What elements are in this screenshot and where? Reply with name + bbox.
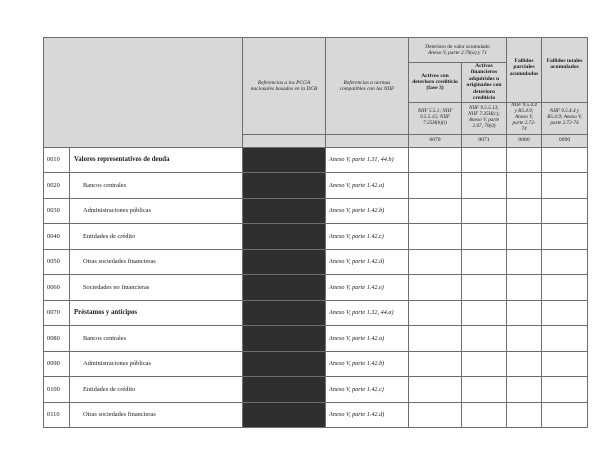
value-cell-0070[interactable] (409, 377, 462, 403)
row-label: Administraciones públicas (70, 198, 243, 224)
header-col-0080-ref: NIIF 9.5.4.4 y B5.4.9; Anexo V, parte 2.72-74 (507, 102, 542, 134)
value-cell-0071[interactable] (462, 198, 507, 224)
value-cell-0071[interactable] (462, 173, 507, 199)
row-niif-ref: Anexo V, parte 1.42.d) (326, 402, 409, 428)
row-code: 0020 (44, 173, 70, 199)
row-pcga-cell-shaded (243, 275, 326, 301)
header-code-blank-niif (326, 134, 409, 147)
table-row (44, 147, 588, 173)
row-code: 0050 (44, 249, 70, 275)
header-col-code: 0071 (462, 134, 507, 147)
row-pcga-cell-shaded (243, 198, 326, 224)
report-table-container (43, 37, 587, 428)
row-niif-ref: Anexo V, parte 1.42.a) (326, 173, 409, 199)
row-label: Otras sociedades financieras (70, 249, 243, 275)
value-cell-0071[interactable] (462, 224, 507, 250)
value-cell-0070[interactable] (409, 351, 462, 377)
value-cell-0070[interactable] (409, 402, 462, 428)
value-cell-0070[interactable] (409, 147, 462, 173)
value-cell-0090[interactable] (542, 351, 588, 377)
row-niif-ref: Anexo V, parte 1.42.c) (326, 377, 409, 403)
table-row (44, 275, 588, 301)
table-row (44, 300, 588, 326)
table-row (44, 326, 588, 352)
value-cell-0071[interactable] (462, 351, 507, 377)
header-col-0090-ref: NIIF 9.5.4.4 y B5.4.9; Anexo V, parte 2.72-74 (542, 102, 588, 134)
value-cell-0070[interactable] (409, 224, 462, 250)
value-cell-0090[interactable] (542, 249, 588, 275)
value-cell-0090[interactable] (542, 198, 588, 224)
header-col-code: 0090 (542, 134, 588, 147)
table-row (44, 249, 588, 275)
row-label: Entidades de crédito (70, 224, 243, 250)
value-cell-0071[interactable] (462, 300, 507, 326)
header-blank-cell (44, 38, 243, 148)
header-col-0080-label: Fallidos parciales acumulados (507, 38, 542, 103)
row-code: 0100 (44, 377, 70, 403)
header-col-0071-label: Activos financieros adquiridos u originados con deterioro crediticio (462, 63, 507, 103)
value-cell-0080[interactable] (507, 224, 542, 250)
value-cell-0070[interactable] (409, 275, 462, 301)
value-cell-0080[interactable] (507, 351, 542, 377)
value-cell-0071[interactable] (462, 275, 507, 301)
value-cell-0071[interactable] (462, 326, 507, 352)
header-col-code: 0070 (409, 134, 462, 147)
row-code: 0010 (44, 147, 70, 173)
value-cell-0080[interactable] (507, 249, 542, 275)
row-niif-ref: Anexo V, parte 1.42.c) (326, 224, 409, 250)
header-col-0071-ref: NIIF 9.5.5.13; NIIF 7.35H(c); Anexo V, parte 2.67, 70(d) (462, 102, 507, 134)
row-code: 0060 (44, 275, 70, 301)
row-code: 0080 (44, 326, 70, 352)
row-pcga-cell-shaded (243, 173, 326, 199)
row-pcga-cell-shaded (243, 326, 326, 352)
row-label: Préstamos y anticipos (70, 300, 243, 326)
row-pcga-cell-shaded (243, 402, 326, 428)
table-row (44, 173, 588, 199)
row-code: 0030 (44, 198, 70, 224)
row-niif-ref: Anexo V, parte 1.32, 44.a) (326, 300, 409, 326)
value-cell-0070[interactable] (409, 300, 462, 326)
value-cell-0070[interactable] (409, 198, 462, 224)
value-cell-0071[interactable] (462, 249, 507, 275)
value-cell-0080[interactable] (507, 402, 542, 428)
header-col-code: 0080 (507, 134, 542, 147)
value-cell-0080[interactable] (507, 173, 542, 199)
header-ref-pcga: Referencias a los PCGA nacionales basados en la DCB (243, 38, 326, 135)
value-cell-0090[interactable] (542, 224, 588, 250)
value-cell-0080[interactable] (507, 198, 542, 224)
value-cell-0071[interactable] (462, 147, 507, 173)
row-niif-ref: Anexo V, parte 1.42.d) (326, 249, 409, 275)
header-ref-niif: Referencias a normas compatibles con las NIIF (326, 38, 409, 135)
row-niif-ref: Anexo V, parte 1.42.b) (326, 198, 409, 224)
value-cell-0071[interactable] (462, 402, 507, 428)
value-cell-0080[interactable] (507, 300, 542, 326)
impairment-report-table (43, 37, 588, 428)
row-label: Administraciones públicas (70, 351, 243, 377)
value-cell-0080[interactable] (507, 326, 542, 352)
value-cell-0070[interactable] (409, 326, 462, 352)
row-label: Valores representativos de deuda (70, 147, 243, 173)
value-cell-0080[interactable] (507, 377, 542, 403)
value-cell-0090[interactable] (542, 326, 588, 352)
header-col-0070-label: Activos con deterioro crediticio (fase 3) (409, 63, 462, 103)
table-row (44, 351, 588, 377)
row-niif-ref: Anexo V, parte 1.31, 44.b) (326, 147, 409, 173)
value-cell-0070[interactable] (409, 249, 462, 275)
row-niif-ref: Anexo V, parte 1.42.b) (326, 351, 409, 377)
header-code-blank-pcga (243, 134, 326, 147)
row-pcga-cell-shaded (243, 300, 326, 326)
row-pcga-cell-shaded (243, 249, 326, 275)
value-cell-0090[interactable] (542, 275, 588, 301)
value-cell-0090[interactable] (542, 377, 588, 403)
table-row (44, 198, 588, 224)
row-label: Bancos centrales (70, 173, 243, 199)
header-deterioro-title: Deterioro de valor acumulado (425, 43, 490, 50)
value-cell-0090[interactable] (542, 402, 588, 428)
row-code: 0110 (44, 402, 70, 428)
row-niif-ref: Anexo V, parte 1.42.e) (326, 275, 409, 301)
row-label: Entidades de crédito (70, 377, 243, 403)
row-code: 0090 (44, 351, 70, 377)
row-pcga-cell-shaded (243, 377, 326, 403)
row-pcga-cell-shaded (243, 351, 326, 377)
value-cell-0080[interactable] (507, 147, 542, 173)
row-code: 0070 (44, 300, 70, 326)
row-label: Bancos centrales (70, 326, 243, 352)
row-label: Otras sociedades financieras (70, 402, 243, 428)
row-niif-ref: Anexo V, parte 1.42.a) (326, 326, 409, 352)
value-cell-0090[interactable] (542, 300, 588, 326)
value-cell-0090[interactable] (542, 173, 588, 199)
row-label: Sociedades no financieras (70, 275, 243, 301)
header-col-0070-ref: NIIF 5.5.1; NIIF 9.5.5.15; NIIF 7.35H(b)(i) (409, 102, 462, 134)
table-row (44, 402, 588, 428)
row-pcga-cell-shaded (243, 147, 326, 173)
header-col-0090-label: Fallidos totales acumulados (542, 38, 588, 103)
value-cell-0070[interactable] (409, 173, 462, 199)
value-cell-0090[interactable] (542, 147, 588, 173)
value-cell-0080[interactable] (507, 275, 542, 301)
row-pcga-cell-shaded (243, 224, 326, 250)
table-row (44, 377, 588, 403)
row-code: 0040 (44, 224, 70, 250)
value-cell-0071[interactable] (462, 377, 507, 403)
table-row (44, 224, 588, 250)
header-deterioro (409, 38, 507, 63)
header-deterioro-ref: Anexo V, parte 2.70(a) y 71 (427, 50, 488, 56)
